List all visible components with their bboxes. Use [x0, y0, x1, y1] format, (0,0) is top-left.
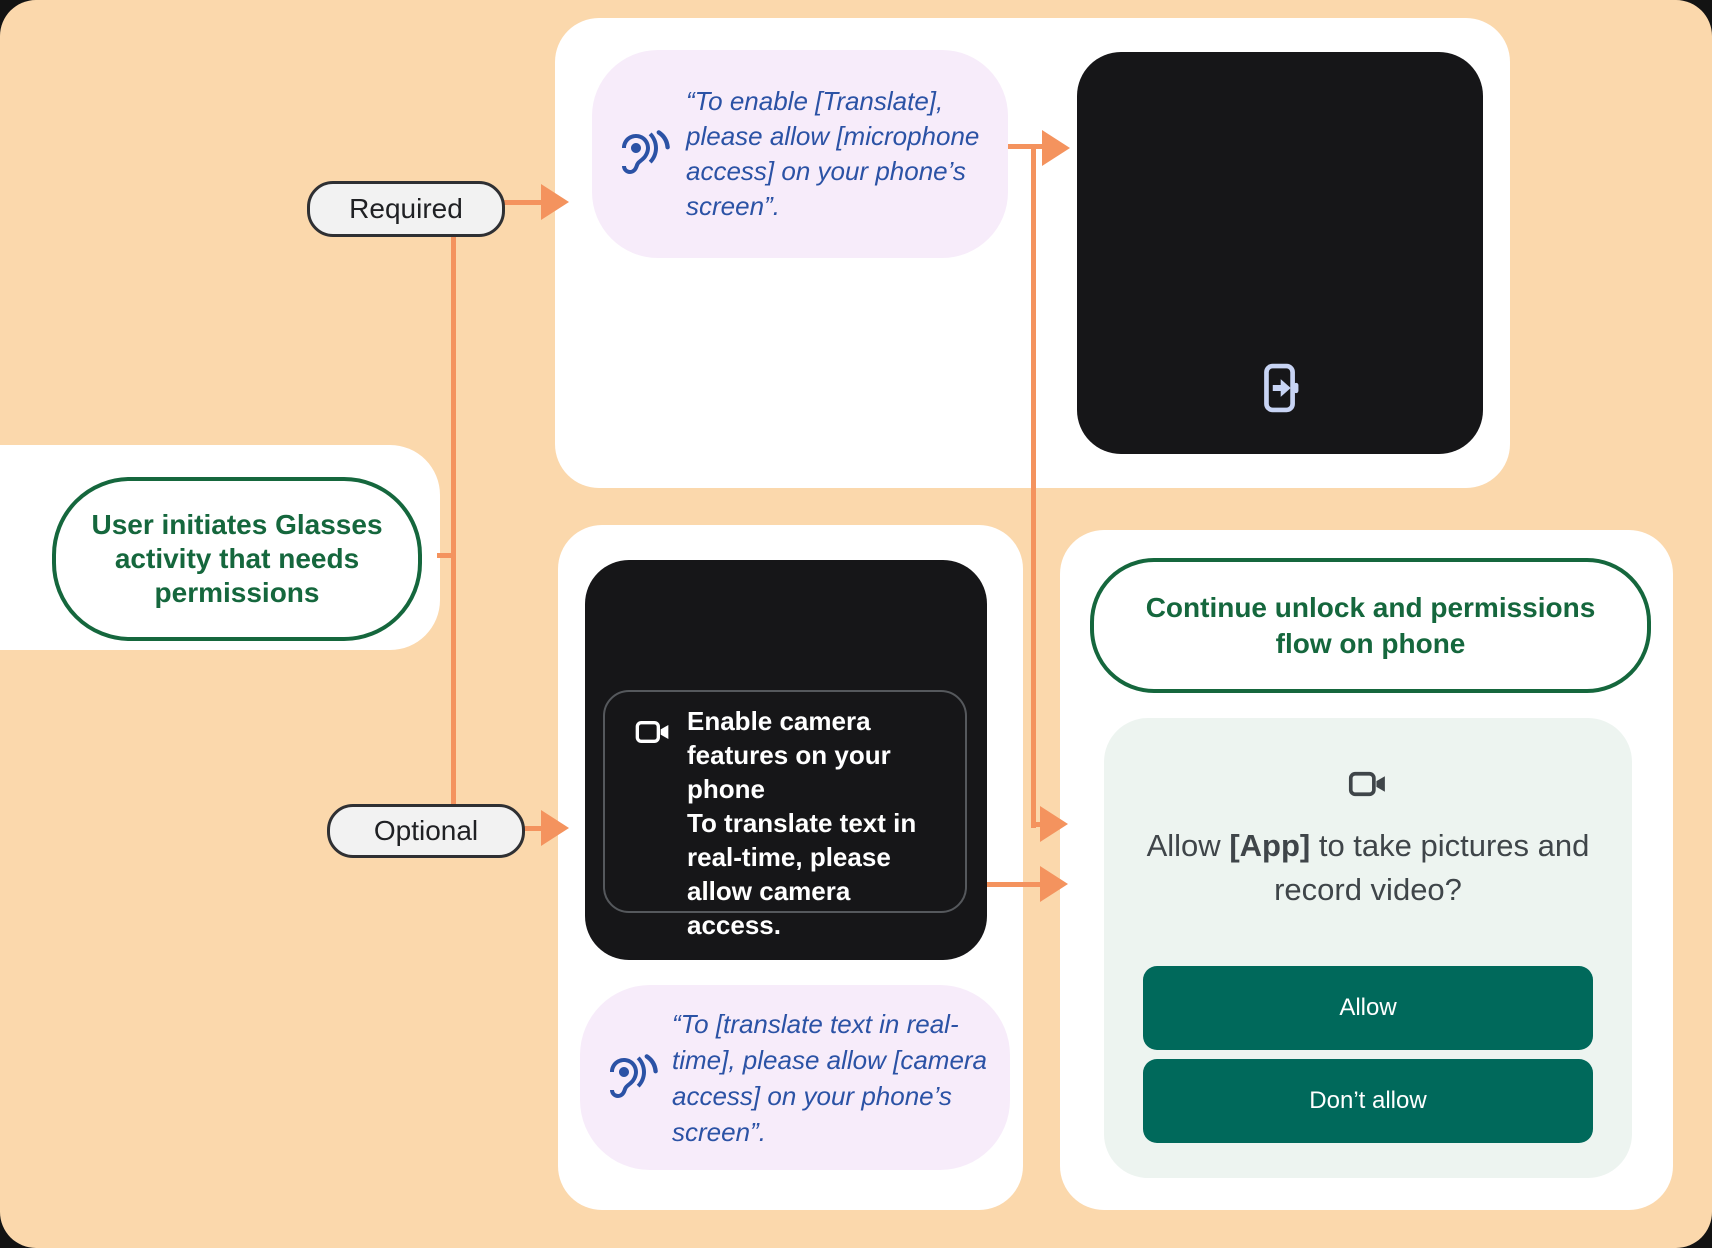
- required-to-dialog-line: [1031, 144, 1036, 828]
- voice-guidance-bubble-required: [592, 50, 1008, 258]
- continue-on-phone-label: Continue unlock and permissions flow on phone: [1145, 591, 1596, 659]
- glasses-display: [585, 560, 987, 960]
- glasses-camera-prompt: [603, 690, 967, 940]
- required-arrow-line: [499, 200, 541, 205]
- voice-guidance-text-optional: “To [translate text in real-time], please allow [camera access] on your phone’s screen”.: [672, 1008, 988, 1147]
- videocam-icon: [1346, 762, 1390, 806]
- start-node-label: User initiates Glasses activity that needs permissions: [91, 509, 383, 608]
- required-to-dialog-arrowhead: [1040, 806, 1068, 842]
- hearing-icon: [604, 1054, 658, 1102]
- phone-permission-dialog: [1104, 718, 1632, 1178]
- required-label: Required: [349, 193, 463, 224]
- continue-on-phone-node: [1090, 558, 1651, 693]
- bubble-to-phone-line: [1008, 144, 1042, 149]
- open-on-phone-icon: [1252, 360, 1308, 416]
- optional-arrowhead: [541, 810, 569, 846]
- phone-lock-screen: [1077, 52, 1483, 454]
- start-node-stub-line: [437, 553, 453, 558]
- start-node: [52, 477, 422, 641]
- phone-flow-card: [1060, 530, 1673, 1210]
- voice-guidance-bubble-optional: [580, 985, 1010, 1170]
- allow-button[interactable]: Allow: [1143, 966, 1593, 1050]
- hearing-icon: [616, 130, 670, 178]
- dialog-title-suffix: to take pictures and record video?: [1274, 828, 1590, 907]
- branch-spine-line: [451, 231, 456, 805]
- optional-flow-card: [558, 525, 1023, 1210]
- voice-guidance-text-required: “To enable [Translate], please allow [microphone access] on your phone’s screen”.: [686, 86, 980, 221]
- glasses-to-dialog-arrowhead: [1040, 866, 1068, 902]
- required-label-pill: [307, 181, 505, 237]
- required-arrowhead: [541, 184, 569, 220]
- dialog-title-prefix: Allow: [1146, 828, 1230, 863]
- dialog-title-app-placeholder: [App]: [1229, 828, 1311, 863]
- glasses-to-dialog-line: [987, 882, 1041, 887]
- permission-dialog-title: [1128, 824, 1608, 912]
- glasses-prompt-text: [687, 704, 939, 940]
- optional-label: Optional: [373, 815, 479, 846]
- phone-screen-arrowhead: [1042, 130, 1070, 166]
- optional-label-pill: [327, 804, 525, 858]
- dont-allow-button[interactable]: Don’t allow: [1143, 1059, 1593, 1143]
- glasses-prompt-title: Enable camera features on your phone: [687, 706, 891, 804]
- glasses-prompt-body: To translate text in real-time, please allow camera access.: [687, 808, 917, 940]
- videocam-icon: [633, 712, 673, 752]
